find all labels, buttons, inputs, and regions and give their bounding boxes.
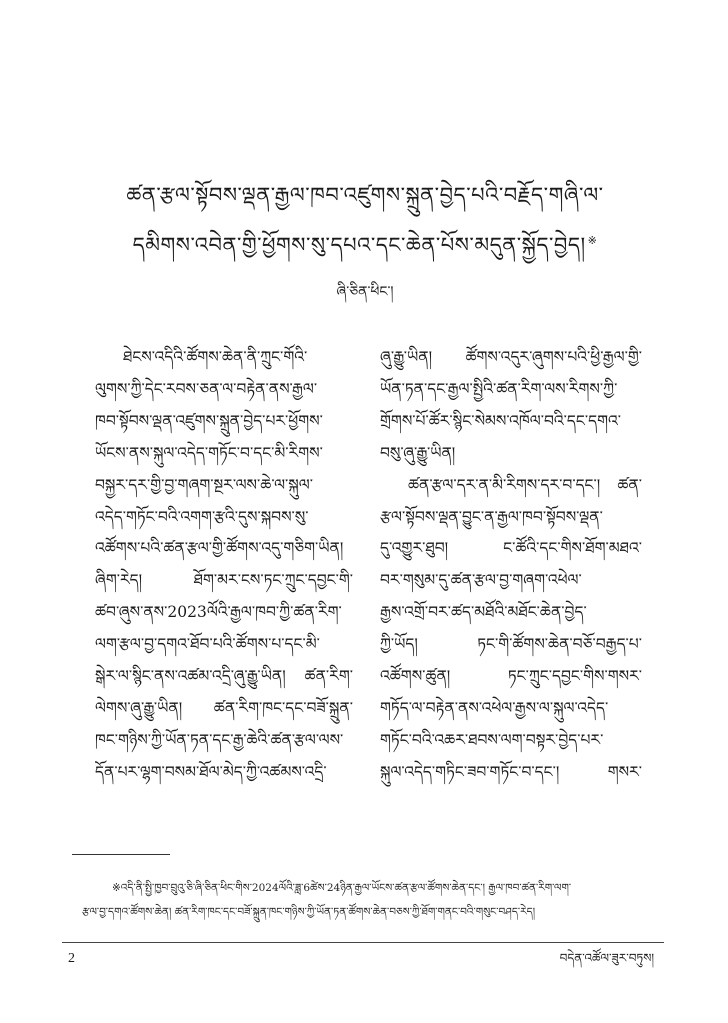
body-line: བསྐྱར་དར་གྱི་བྱ་གཞག་སྔར་ལས་ཆེ་ལ་སྐུལ་ xyxy=(95,475,313,494)
body-line: ལེགས་ཞུ་རྒྱུ་ཡིན། ཚན་རིག་ཁང་དང་བཟོ་སྐྲུན་ xyxy=(95,698,353,717)
footer-divider xyxy=(62,942,664,943)
body-line: འདེད་གཏོང་བའི་འགག་རྩའི་དུས་སྐབས་སུ་ xyxy=(95,507,309,526)
body-line: ཁང་གཉིས་ཀྱི་ཡོན་ཏན་དང་རྒྱ་ཆེའི་ཚན་རྩལ་ལས་ xyxy=(95,730,344,749)
body-line: བསུ་ཞུ་རྒྱུ་ཡིན། xyxy=(380,443,456,462)
running-footer: བདེན་འཚོལ་ཟུར་བཏུས། xyxy=(559,951,654,965)
footnote xyxy=(82,876,662,924)
page-number: 2 xyxy=(68,951,75,966)
body-line: གྲོགས་པོ་ཚོར་སྙིང་སེམས་འཁོལ་བའི་དང་དགའ་ xyxy=(380,411,622,430)
body-line: ཞིག་རེད། ཐོག་མར་ངས་ཏང་ཀྲུང་དབྱང་གི་ xyxy=(95,571,353,590)
body-line: ཚན་རྩལ་དར་ན་མི་རིགས་དར་བ་དང་། ཚན་ xyxy=(408,475,642,494)
body-line: ཚབ་ཞུས་ནས་2023ལོའི་རྒྱལ་ཁབ་ཀྱི་ཚན་རིག་ xyxy=(95,603,342,622)
body-line: རྩལ་སྟོབས་ལྡན་བྱུང་ན་རྒྱལ་ཁབ་སྟོབས་ལྡན་ xyxy=(380,507,603,526)
footnote-line-2: རྩལ་བྱ་དགའ་ཚོགས་ཆེན། ཚན་རིག་ཁང་དང་བཟོ་སྐྲུན་ཁང་གཉིས་ཀྱི་ཡོན་ཏན་ཚོགས་ཆེན་བཅས་ཀྱི་ཐོག་གནང་བའི་གསུང་བཤད་རེད། xyxy=(82,906,536,918)
body-column-left xyxy=(95,342,353,789)
body-line: སྐུལ་འདེད་གཏིང་ཟབ་གཏོང་བ་དང་། གསར་ xyxy=(380,762,642,781)
body-line: གཏོང་བའི་འཆར་ཐབས་ལག་བསྟར་བྱེད་པར་ xyxy=(380,730,604,749)
body-line: རྒྱས་འགྲོ་བར་ཚད་མཐོའི་མཐོང་ཆེན་བྱེད་ xyxy=(380,603,587,622)
body-line: ཡོན་ཏན་དང་རྒྱལ་སྤྱིའི་ཚན་རིག་ལས་རིགས་ཀྱི་ xyxy=(380,379,618,398)
body-line: འཚོགས་པའི་ཚན་རྩལ་གྱི་ཚོགས་འདུ་གཅིག་ཡིན། xyxy=(95,539,344,558)
body-line: ཁབ་སྟོབས་ལྡན་འཛུགས་སྐྲུན་བྱེད་པར་ཕྱོགས་ xyxy=(95,411,323,430)
body-line: སྒེར་ལ་སྙིང་ནས་འཚམ་འདྲི་ཞུ་རྒྱུ་ཡིན། ཚན་རིག་ xyxy=(95,667,353,686)
footnote-line-1: ※འདི་ནི་སྤྱི་ཁྱབ་བྲུའུ་ཅི་ཞི་ཅིན་ཕིང་གིས་2024ལོའི་ཟླ་6ཚེས་24ཉིན་རྒྱལ་ཡོངས་ཚན་རྩལ་ཚོགས་ཆེན་དང་། རྒྱལ་ཁབ་ཚན་རིག་ལག་ xyxy=(112,882,572,894)
footnote-marker: ※ xyxy=(587,234,598,247)
title-line-2-text: དམིགས་འབེན་གྱི་ཕྱོགས་སུ་དཔའ་དང་ཆེན་པོས་མདུན་སྐྱོད་བྱེད། xyxy=(132,233,586,257)
footnote-divider xyxy=(72,854,170,855)
body-line: བར་གསུམ་དུ་ཚན་རྩལ་བྱ་གཞག་འཕེལ་ xyxy=(380,571,582,590)
title-line-1: ཚན་རྩལ་སྟོབས་ལྡན་རྒྱལ་ཁབ་འཛུགས་སྐྲུན་བྱེད་པའི་བརྗོད་གཞི་ལ་ xyxy=(126,183,604,207)
title-line-2 xyxy=(80,218,650,268)
body-line: ལུགས་ཀྱི་དེང་རབས་ཅན་ལ་བརྟེན་ནས་རྒྱལ་ xyxy=(95,379,318,398)
body-line: ཡོངས་ནས་སྐུལ་འདེད་གཏོང་བ་དང་མི་རིགས་ xyxy=(95,443,323,462)
body-line: ལག་རྩལ་བྱ་དགའ་ཐོབ་པའི་ཚོགས་པ་དང་མི་ xyxy=(95,635,320,654)
body-line: འཚོགས་ཚུན། ཏང་ཀྲུང་དབྱང་གིས་གསར་ xyxy=(380,667,642,686)
body-column-right xyxy=(380,342,642,789)
body-line: ཐེངས་འདིའི་ཚོགས་ཆེན་ནི་ཀྲུང་གོའི་ xyxy=(123,348,308,366)
page-title xyxy=(80,172,650,268)
body-line: ཞུ་རྒྱུ་ཡིན། ཚོགས་འདུར་ཞུགས་པའི་ཕྱི་རྒྱལ་གྱི་ xyxy=(380,348,642,366)
body-line: དོན་པར་ལྷག་བསམ་ཐོལ་མེད་ཀྱི་འཚམས་འདྲི་ xyxy=(95,762,327,781)
author-name: ཞི་ཅིན་ཕིང་། xyxy=(336,284,394,300)
body-line: དུ་འགྱུར་ཐུབ། ང་ཚོའི་དང་གིས་ཐོག་མཐའ་ xyxy=(380,539,642,558)
body-line: ཀྱི་ཡོད། ཏང་གི་ཚོགས་ཆེན་བཅོ་བརྒྱད་པ་ xyxy=(380,635,642,654)
body-line: གཏོད་ལ་བརྟེན་ནས་འཕེལ་རྒྱས་ལ་སྐུལ་འདེད་ xyxy=(380,698,609,717)
